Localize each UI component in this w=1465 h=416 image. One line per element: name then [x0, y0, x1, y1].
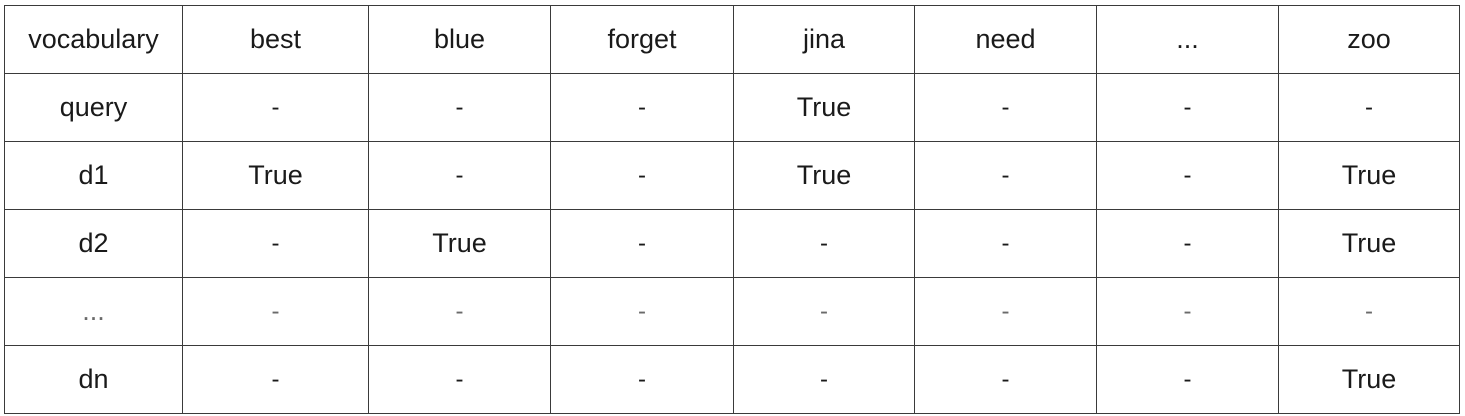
- table-cell: -: [915, 278, 1097, 346]
- table-cell: True: [183, 142, 369, 210]
- table-cell: -: [183, 346, 369, 414]
- row-label: d2: [5, 210, 183, 278]
- header-row: [5, 6, 1460, 74]
- table-cell: -: [369, 74, 551, 142]
- header-cell: blue: [369, 6, 551, 74]
- table-cell: -: [369, 346, 551, 414]
- header-cell: jina: [734, 6, 915, 74]
- table-cell: -: [551, 142, 734, 210]
- table-cell: -: [551, 74, 734, 142]
- table-cell: True: [734, 142, 915, 210]
- table-cell: -: [1279, 74, 1460, 142]
- table-cell: -: [369, 278, 551, 346]
- table-cell: True: [1279, 142, 1460, 210]
- table-cell: -: [734, 346, 915, 414]
- table-cell: -: [915, 210, 1097, 278]
- table-row: [5, 278, 1460, 346]
- header-cell: ...: [1097, 6, 1279, 74]
- header-cell: forget: [551, 6, 734, 74]
- table-row: [5, 74, 1460, 142]
- table-cell: -: [183, 278, 369, 346]
- table-cell: -: [551, 278, 734, 346]
- table-cell: True: [1279, 346, 1460, 414]
- table-row: [5, 346, 1460, 414]
- table-cell: True: [1279, 210, 1460, 278]
- header-cell: best: [183, 6, 369, 74]
- table-cell: -: [1097, 142, 1279, 210]
- table-cell: -: [1097, 74, 1279, 142]
- table-cell: -: [183, 74, 369, 142]
- table-cell: -: [1097, 278, 1279, 346]
- table-cell: -: [1279, 278, 1460, 346]
- table-cell: -: [915, 142, 1097, 210]
- header-cell: zoo: [1279, 6, 1460, 74]
- table-cell: -: [734, 210, 915, 278]
- table-cell: -: [915, 346, 1097, 414]
- table-cell: -: [369, 142, 551, 210]
- table-cell: -: [1097, 346, 1279, 414]
- table-cell: -: [551, 346, 734, 414]
- row-label: d1: [5, 142, 183, 210]
- vocabulary-table: [4, 5, 1460, 414]
- table-cell: -: [915, 74, 1097, 142]
- table-cell: -: [1097, 210, 1279, 278]
- row-label: ...: [5, 278, 183, 346]
- row-label: query: [5, 74, 183, 142]
- table-cell: -: [183, 210, 369, 278]
- header-cell: vocabulary: [5, 6, 183, 74]
- row-label: dn: [5, 346, 183, 414]
- table-cell: True: [734, 74, 915, 142]
- table-cell: -: [734, 278, 915, 346]
- table-cell: True: [369, 210, 551, 278]
- table-row: [5, 210, 1460, 278]
- table-cell: -: [551, 210, 734, 278]
- table-row: [5, 142, 1460, 210]
- vocabulary-table-container: [4, 5, 1459, 411]
- header-cell: need: [915, 6, 1097, 74]
